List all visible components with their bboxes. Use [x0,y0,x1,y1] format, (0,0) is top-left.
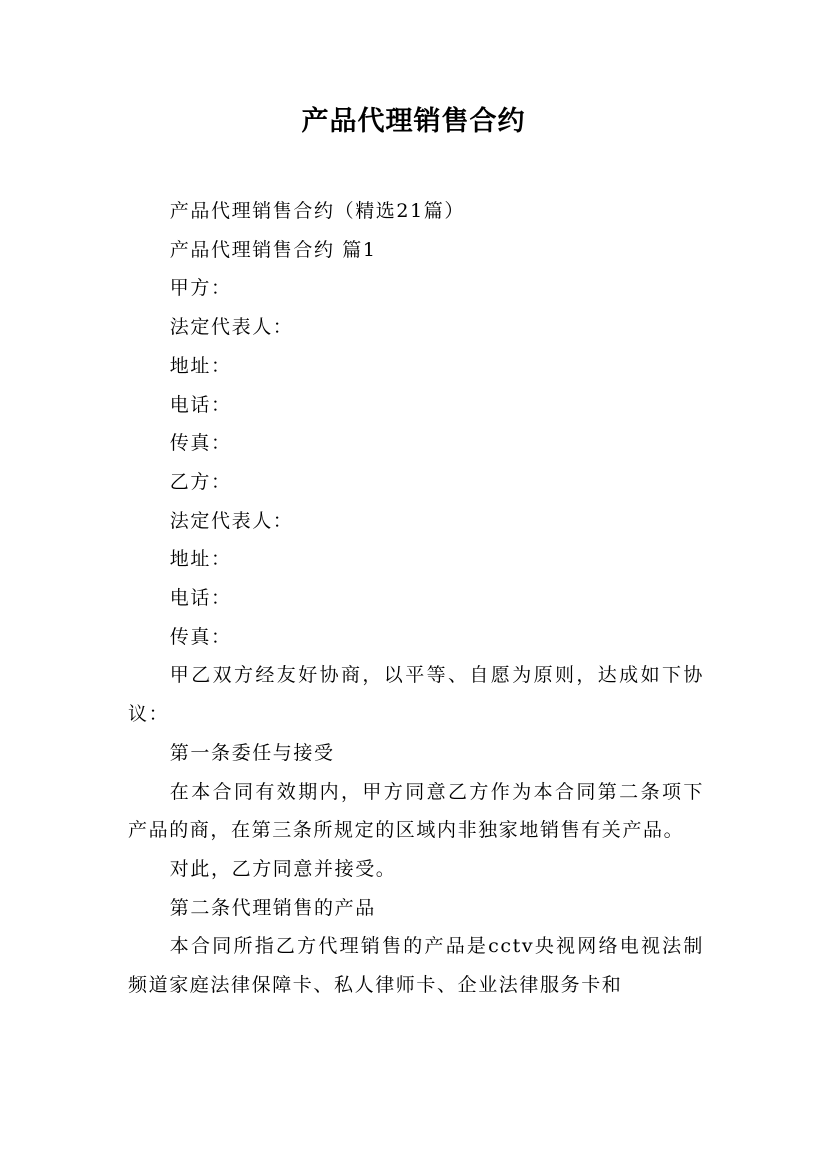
party-b-address: 地址： [169,548,232,571]
article-2-body: 本合同所指乙方代理销售的产品是cctv央视网络电视法制频道家庭法律保障卡、私人律师卡、企业法律服务卡和 [128,935,704,997]
agreement-intro: 甲乙双方经友好协商，以平等、自愿为原则，达成如下协议： [128,664,704,726]
party-a-address: 地址： [169,354,232,377]
party-a-representative: 法定代表人： [169,316,294,339]
party-b-label: 乙方： [169,470,232,493]
article-1-acceptance: 对此，乙方同意并接受。 [169,857,397,880]
article-1-heading: 第一条委任与接受 [169,741,335,764]
party-a-phone: 电话： [169,393,232,416]
article-2-heading: 第二条代理销售的产品 [169,896,376,919]
paragraph-section-heading: 产品代理销售合约 篇1 [169,238,377,261]
party-b-representative: 法定代表人： [169,509,294,532]
party-b-fax: 传真： [169,625,232,648]
party-a-label: 甲方： [169,277,232,300]
paragraph-subtitle: 产品代理销售合约（精选21篇） [169,200,465,222]
document-body [128,192,704,1005]
party-b-phone: 电话： [169,587,232,610]
party-a-fax: 传真： [169,432,232,455]
article-1-body: 在本合同有效期内，甲方同意乙方作为本合同第二条项下产品的商，在第三条所规定的区域内非独家地销售有关产品。 [128,780,704,842]
document-title: 产品代理销售合约 [301,106,526,137]
